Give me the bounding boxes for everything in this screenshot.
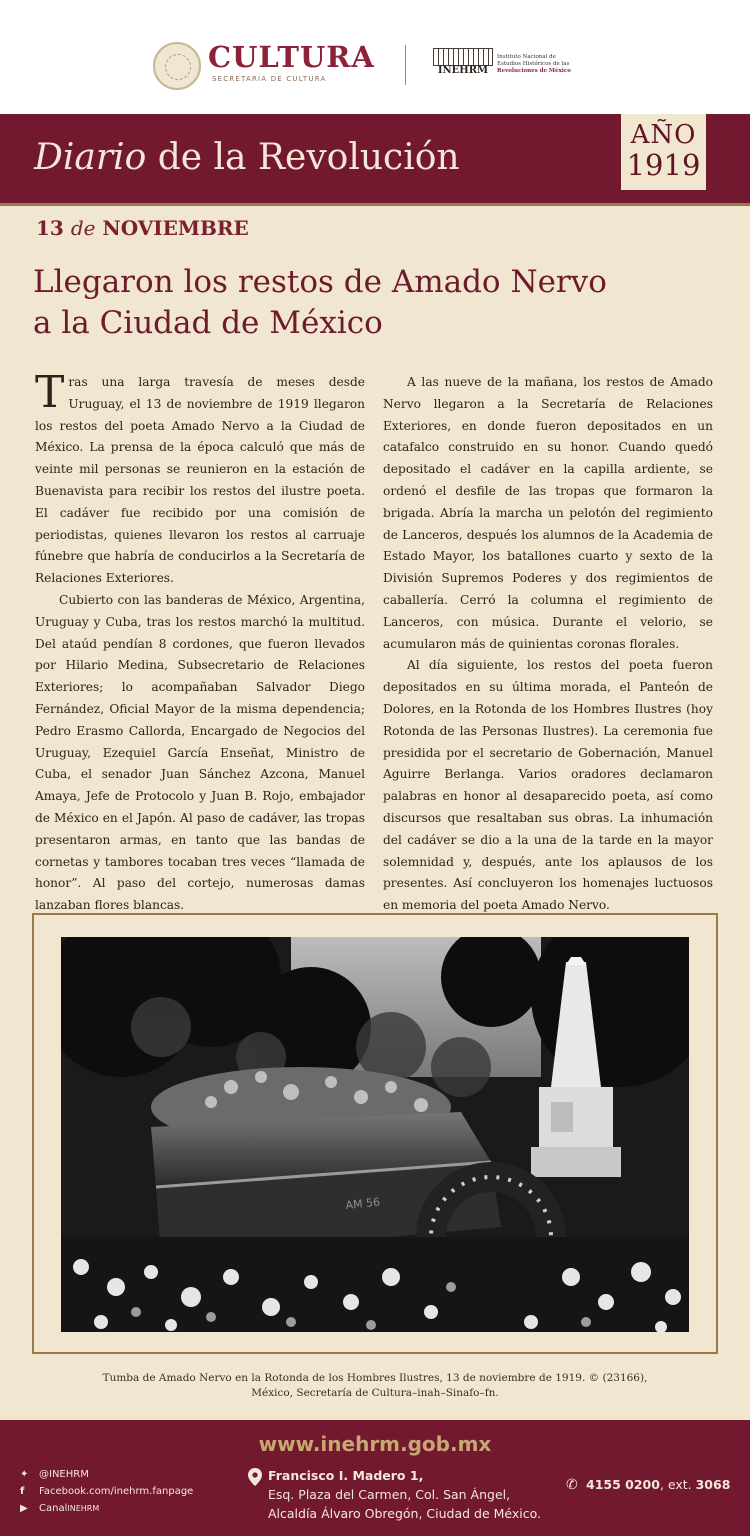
- article-paragraph: Cubierto con las banderas de México, Argentina, Uruguay y Cuba, tras los restos marchó la multitud. Del ataúd pendían 8 cordones, que fueron llevados por Hilario Medina, Subsecretario de Relaciones Exteriores; lo acompañaban Salvador Diego Fernández, Oficial Mayor de la misma dependencia; Pedro Erasmo Callorda, Encargado de Negocios del Uruguay, Ezequiel García Enseñat, Ministro de Cuba, el senador Juan Sánchez Azcona, Manuel Amaya, Jefe de Protocolo y Juan B. Rojo, embajador de México en el Japón. Al paso de cadáver, las tropas presentaron armas, en tanto que las bandas de cornetas y tambores tocaban tres veces “llamada de honor”. Al paso del cortejo, numerosas damas lanzaban flores blancas.: [35, 592, 365, 913]
- article-column-right: [383, 372, 713, 917]
- caption-line: Tumba de Amado Nervo en la Rotonda de los Hombres Ilustres, 13 de noviembre de 1919. © (23166),: [102, 1372, 648, 1384]
- phone-number[interactable]: [586, 1477, 730, 1492]
- date-de: de: [70, 216, 96, 240]
- article-paragraph: A las nueve de la mañana, los restos de Amado Nervo llegaron a la Secretaría de Relaciones Exteriores, en donde fueron depositados en un catafalco construido en su honor. Cuando quedó depositado el cadáver en la capilla ardiente, se ordenó el desfile de las tropas que formaron la brigada. Abría la marcha un pelotón del regimiento de Lanceros, después los alumnos de la Academia de Estado Mayor, los batallones cuarto y sexto de la División Supremos Poderes y dos regimientos de caballería. Cerró la columna el regimiento de Lanceros, con música. Durante el velorio, se acumularon más de quinientas coronas florales.: [383, 375, 713, 651]
- top-header: [0, 0, 750, 114]
- youtube-icon: ▶: [20, 1503, 28, 1514]
- inehrm-desc-line: Estudios Históricos de las: [497, 61, 570, 67]
- headline-line: a la Ciudad de México: [33, 305, 383, 341]
- historic-photo: [61, 937, 689, 1332]
- phone-ext-label: , ext.: [659, 1477, 696, 1492]
- article-paragraph: Al día siguiente, los restos del poeta fueron depositados en su última morada, el Panteón de Dolores, en la Rotonda de los Hombres Ilustres (hoy Rotonda de las Personas Ilustres). La ceremonia fue presidida por el secretario de Gobernación, Manuel Aguirre Berlanga. Varios oradores declamaron palabras en honor al desaparecido poeta, así como discursos que resaltaban sus obras. La inhumación del cadáver se dio a la una de la tarde en la mayor solemnidad y, después, ante los aplausos de los presentes. Así concluyeron los homenajes luctuosos en memoria del poeta Amado Nervo.: [383, 658, 713, 913]
- headline-line: Llegaron los restos de Amado Nervo: [33, 264, 607, 300]
- article-date: [36, 216, 249, 240]
- phone-icon: ✆: [566, 1477, 578, 1493]
- year-label: AÑO: [630, 120, 697, 150]
- date-month: NOVIEMBRE: [102, 216, 249, 240]
- facebook-url: Facebook.com/inehrm.fanpage: [39, 1486, 194, 1497]
- drop-cap: T: [35, 367, 65, 418]
- tomb-inscription: AM 56: [344, 1195, 381, 1212]
- youtube-link[interactable]: [20, 1500, 193, 1517]
- article-paragraph: [35, 367, 365, 590]
- address-line: Esq. Plaza del Carmen, Col. San Ángel,: [268, 1487, 511, 1502]
- year-badge: [621, 114, 706, 190]
- header-divider: [405, 45, 406, 85]
- facebook-link[interactable]: [20, 1483, 193, 1500]
- mexico-seal-icon: [153, 42, 201, 90]
- cultura-logo-title: CULTURA: [208, 40, 375, 74]
- phone-main: 4155 0200: [586, 1477, 660, 1492]
- facebook-icon: f: [20, 1486, 25, 1497]
- tomb-photo-illustration: [61, 937, 689, 1332]
- youtube-channel: INEHRM: [67, 1504, 100, 1513]
- inehrm-logo: [433, 48, 493, 78]
- address-street: Francisco I. Madero 1,: [268, 1468, 424, 1483]
- inehrm-desc-line: Revoluciones de México: [497, 68, 571, 74]
- social-links: [20, 1466, 193, 1517]
- inehrm-desc-line: Instituto Nacional de: [497, 54, 556, 60]
- inehrm-description: [497, 54, 587, 75]
- twitter-icon: ✦: [20, 1469, 29, 1480]
- year-value: 1919: [626, 148, 701, 182]
- address-line: Alcaldía Álvaro Obregón, Ciudad de México.: [268, 1506, 542, 1521]
- article-column-left: [35, 367, 365, 917]
- date-day: 13: [36, 216, 64, 240]
- caption-line: México, Secretaría de Cultura–inah–Sinafo–fn.: [251, 1387, 499, 1399]
- cultura-logo-subtitle: SECRETARÍA DE CULTURA: [212, 75, 327, 83]
- series-title: [34, 137, 460, 178]
- phone-ext: 3068: [695, 1477, 731, 1492]
- article-headline: [33, 262, 713, 344]
- website-link[interactable]: www.inehrm.gob.mx: [258, 1432, 492, 1456]
- location-pin-icon: [248, 1468, 262, 1486]
- twitter-handle: @INEHRM: [39, 1469, 89, 1480]
- address-block: [268, 1466, 541, 1523]
- paragraph-text: ras una larga travesía de meses desde Uruguay, el 13 de noviembre de 1919 llegaron los restos del poeta Amado Nervo a la Ciudad de México. La prensa de la época calculó que más de veinte mil personas se reunieron en la estación de Buenavista para recibir los restos del ilustre poeta. El cadáver fue recibido por una comisión de periodistas, quienes llevaron los restos al carruaje fúnebre que habría de conducirlos a la Secretaría de Relaciones Exteriores.: [35, 375, 365, 586]
- series-title-rest: de la Revolución: [146, 137, 460, 178]
- inehrm-logo-name: INEHRM: [437, 65, 489, 76]
- twitter-link[interactable]: [20, 1466, 193, 1483]
- building-icon: [433, 48, 493, 66]
- series-title-italic: Diario: [34, 137, 147, 178]
- photo-caption: [60, 1371, 690, 1401]
- youtube-prefix: Canal: [39, 1503, 68, 1514]
